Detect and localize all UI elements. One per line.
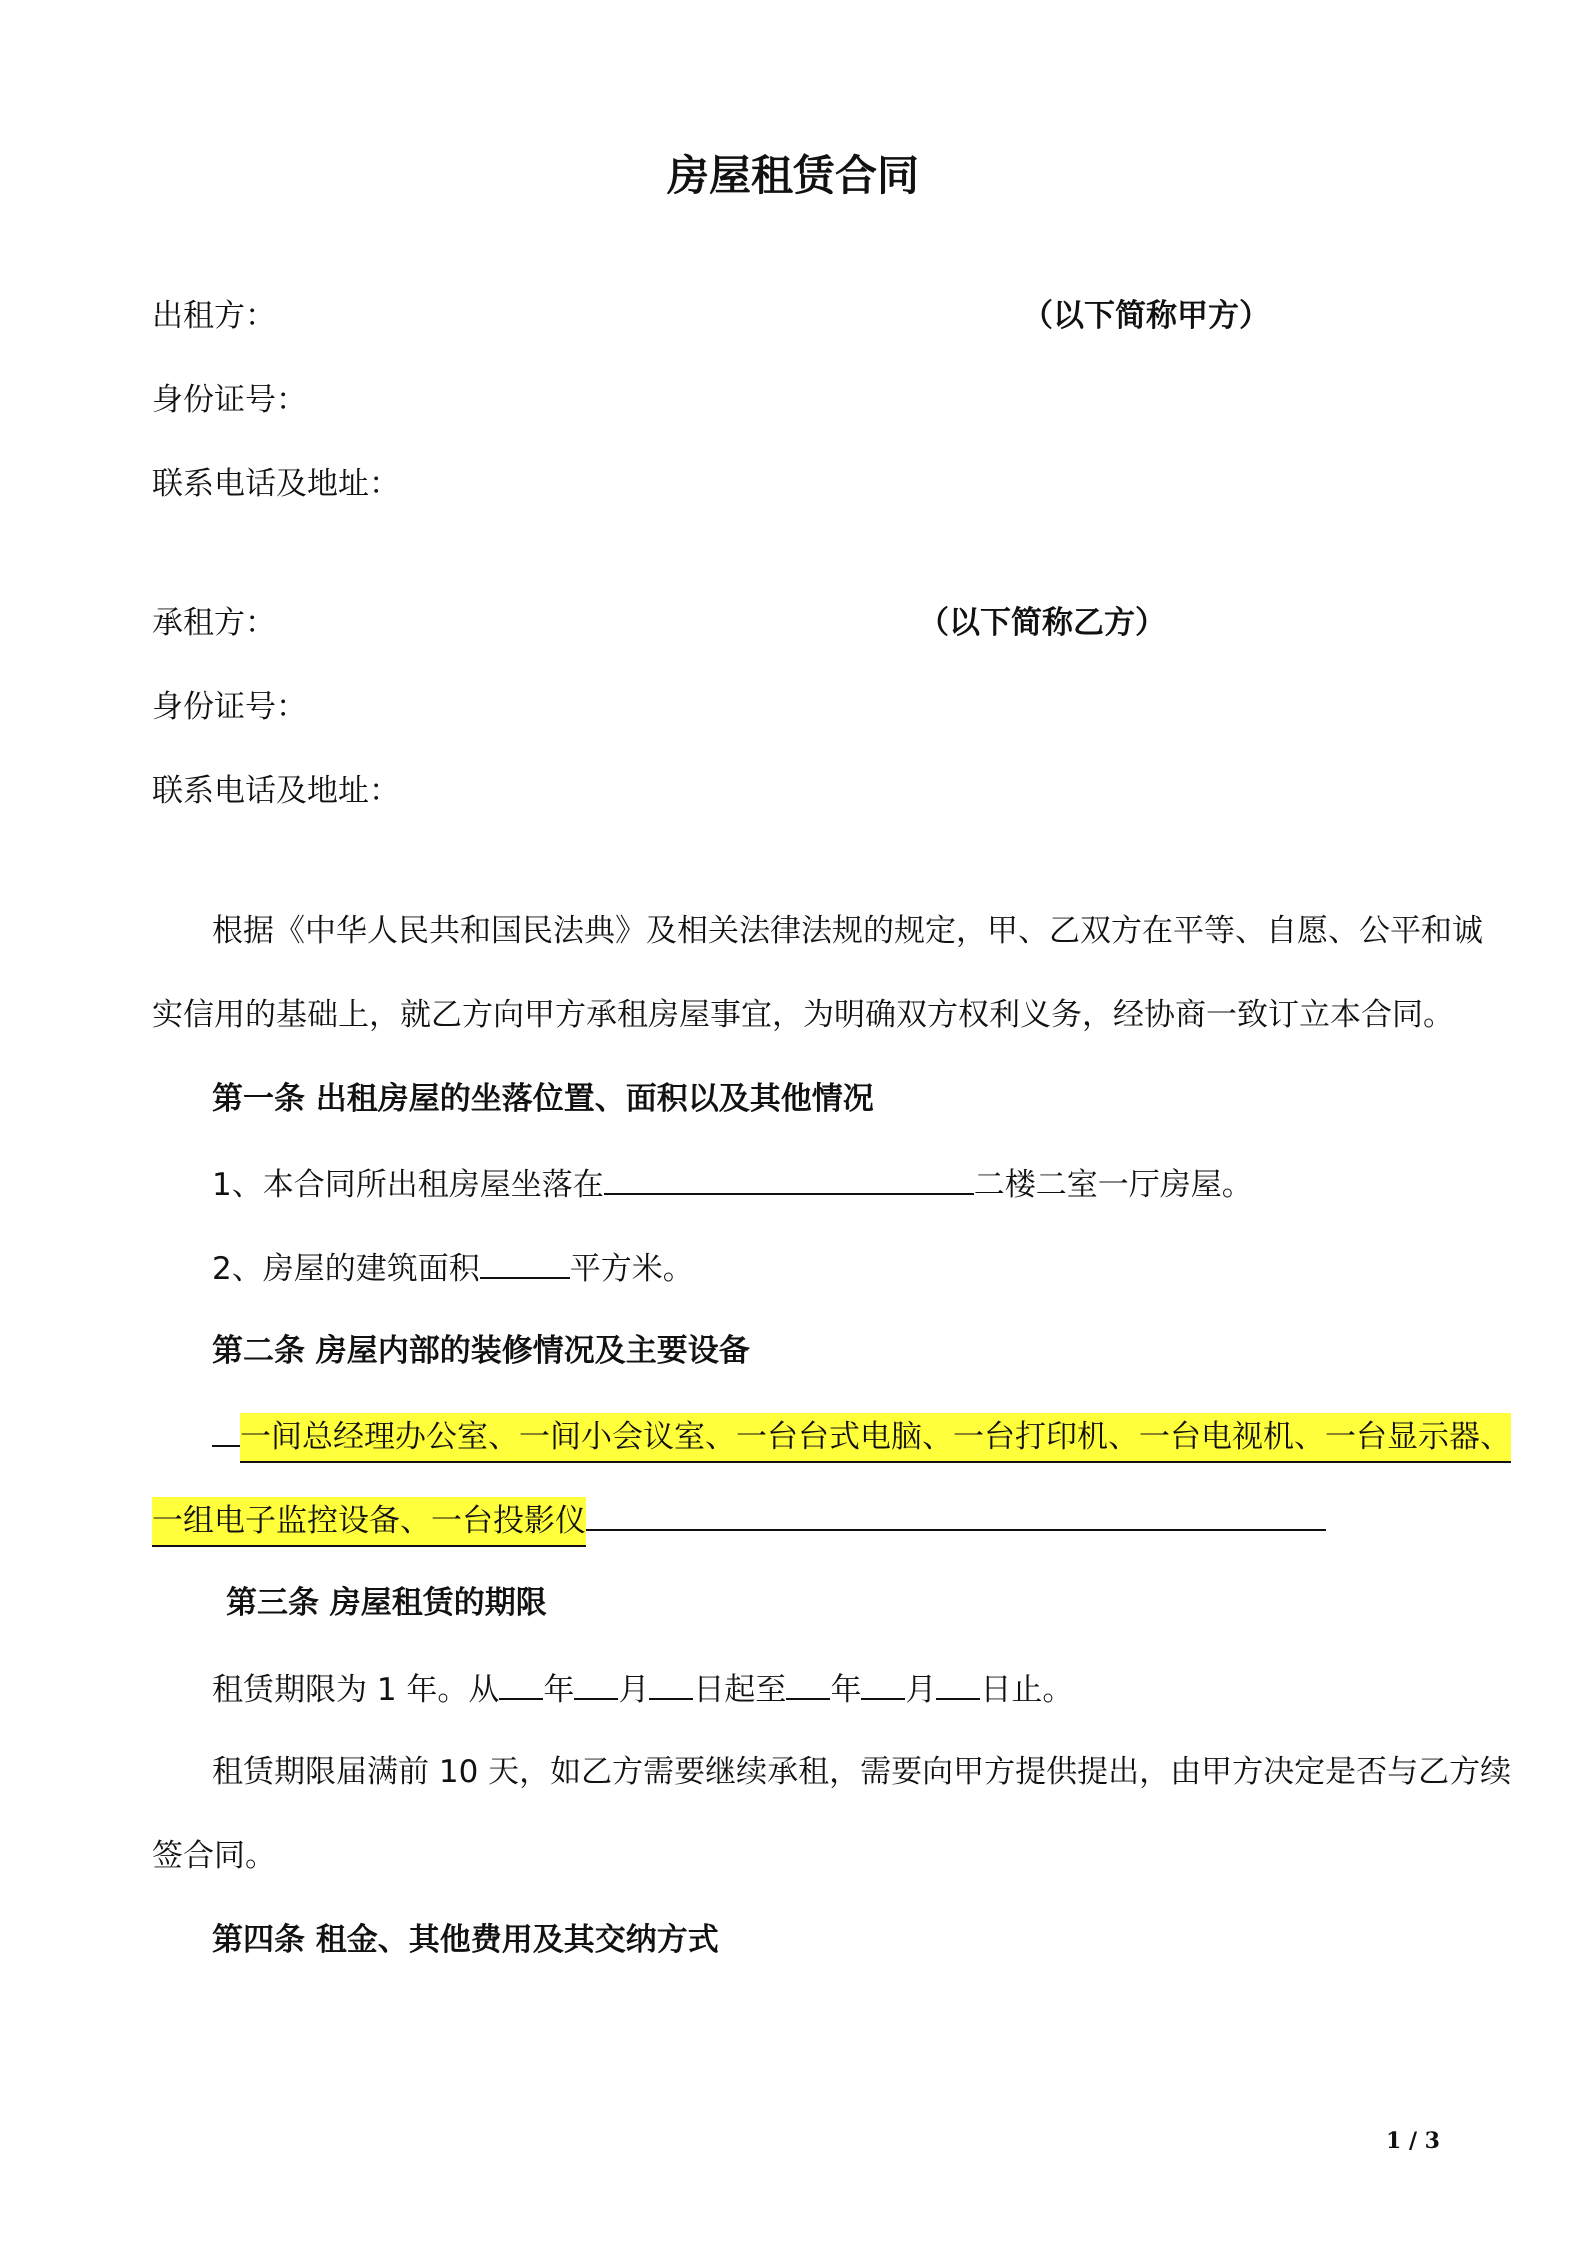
renewal-line-2: 签合同。 — [152, 1838, 276, 1874]
end-year-label: 年 — [830, 1672, 862, 1708]
end-day-blank — [936, 1668, 980, 1700]
area-prefix: 2、房屋的建筑面积 — [212, 1251, 480, 1287]
area-suffix: 平方米。 — [569, 1251, 694, 1287]
start-year-label: 年 — [543, 1672, 575, 1708]
area-blank — [480, 1247, 570, 1279]
article-2-heading: 第二条 房屋内部的装修情况及主要设备 — [212, 1333, 750, 1369]
end-day-label: 日止。 — [980, 1672, 1074, 1708]
end-month-label: 月 — [905, 1672, 937, 1708]
article-1-item-2 — [212, 1247, 694, 1289]
renewal-line-1: 租赁期限届满前 10 天，如乙方需要继续承租，需要向甲方提供提出，由甲方决定是否与乙方续 — [212, 1754, 1512, 1790]
equipment-line-2 — [152, 1499, 1326, 1541]
equipment-highlight-2: 一组电子监控设备、一台投影仪 — [152, 1497, 586, 1547]
start-month-label: 月 — [618, 1672, 650, 1708]
start-month-blank — [574, 1668, 618, 1700]
equipment-trail-blank — [586, 1499, 1326, 1531]
preamble-line-2: 实信用的基础上，就乙方向甲方承租房屋事宜，为明确双方权利义务，经协商一致订立本合同。 — [152, 997, 1454, 1033]
end-year-blank — [786, 1668, 830, 1700]
preamble-line-1: 根据《中华人民共和国民法典》及相关法律法规的规定，甲、乙双方在平等、自愿、公平和诚 — [212, 913, 1483, 949]
article-1-item-1 — [212, 1163, 1253, 1205]
lessee-id-label: 身份证号： — [152, 689, 307, 725]
start-day-label: 日起至 — [693, 1672, 787, 1708]
start-day-blank — [649, 1668, 693, 1700]
equipment-line-1 — [212, 1415, 1511, 1457]
location-blank — [604, 1163, 974, 1195]
lessee-contact-label: 联系电话及地址： — [152, 773, 400, 809]
lease-term-line — [212, 1668, 1073, 1710]
lessor-alias: （以下简称甲方） — [1022, 298, 1270, 334]
equipment-highlight-1: 一间总经理办公室、一间小会议室、一台台式电脑、一台打印机、一台电视机、一台显示器、 — [240, 1413, 1511, 1463]
location-prefix: 1、本合同所出租房屋坐落在 — [212, 1167, 604, 1203]
lessor-label: 出租方： — [152, 298, 276, 334]
equipment-lead-blank — [212, 1415, 240, 1447]
lessor-contact-label: 联系电话及地址： — [152, 466, 400, 502]
end-month-blank — [861, 1668, 905, 1700]
article-1-heading: 第一条 出租房屋的坐落位置、面积以及其他情况 — [212, 1081, 874, 1117]
lessor-id-label: 身份证号： — [152, 382, 307, 418]
article-3-heading: 第三条 房屋租赁的期限 — [226, 1585, 547, 1621]
lessee-alias: （以下简称乙方） — [918, 605, 1166, 641]
location-suffix: 二楼二室一厅房屋。 — [973, 1167, 1253, 1203]
article-4-heading: 第四条 租金、其他费用及其交纳方式 — [212, 1922, 719, 1958]
page-number: 1 / 3 — [1386, 2128, 1440, 2154]
lessee-label: 承租方： — [152, 605, 276, 641]
term-prefix: 租赁期限为 1 年。从 — [212, 1672, 500, 1708]
start-year-blank — [499, 1668, 543, 1700]
document-title: 房屋租赁合同 — [666, 151, 919, 200]
